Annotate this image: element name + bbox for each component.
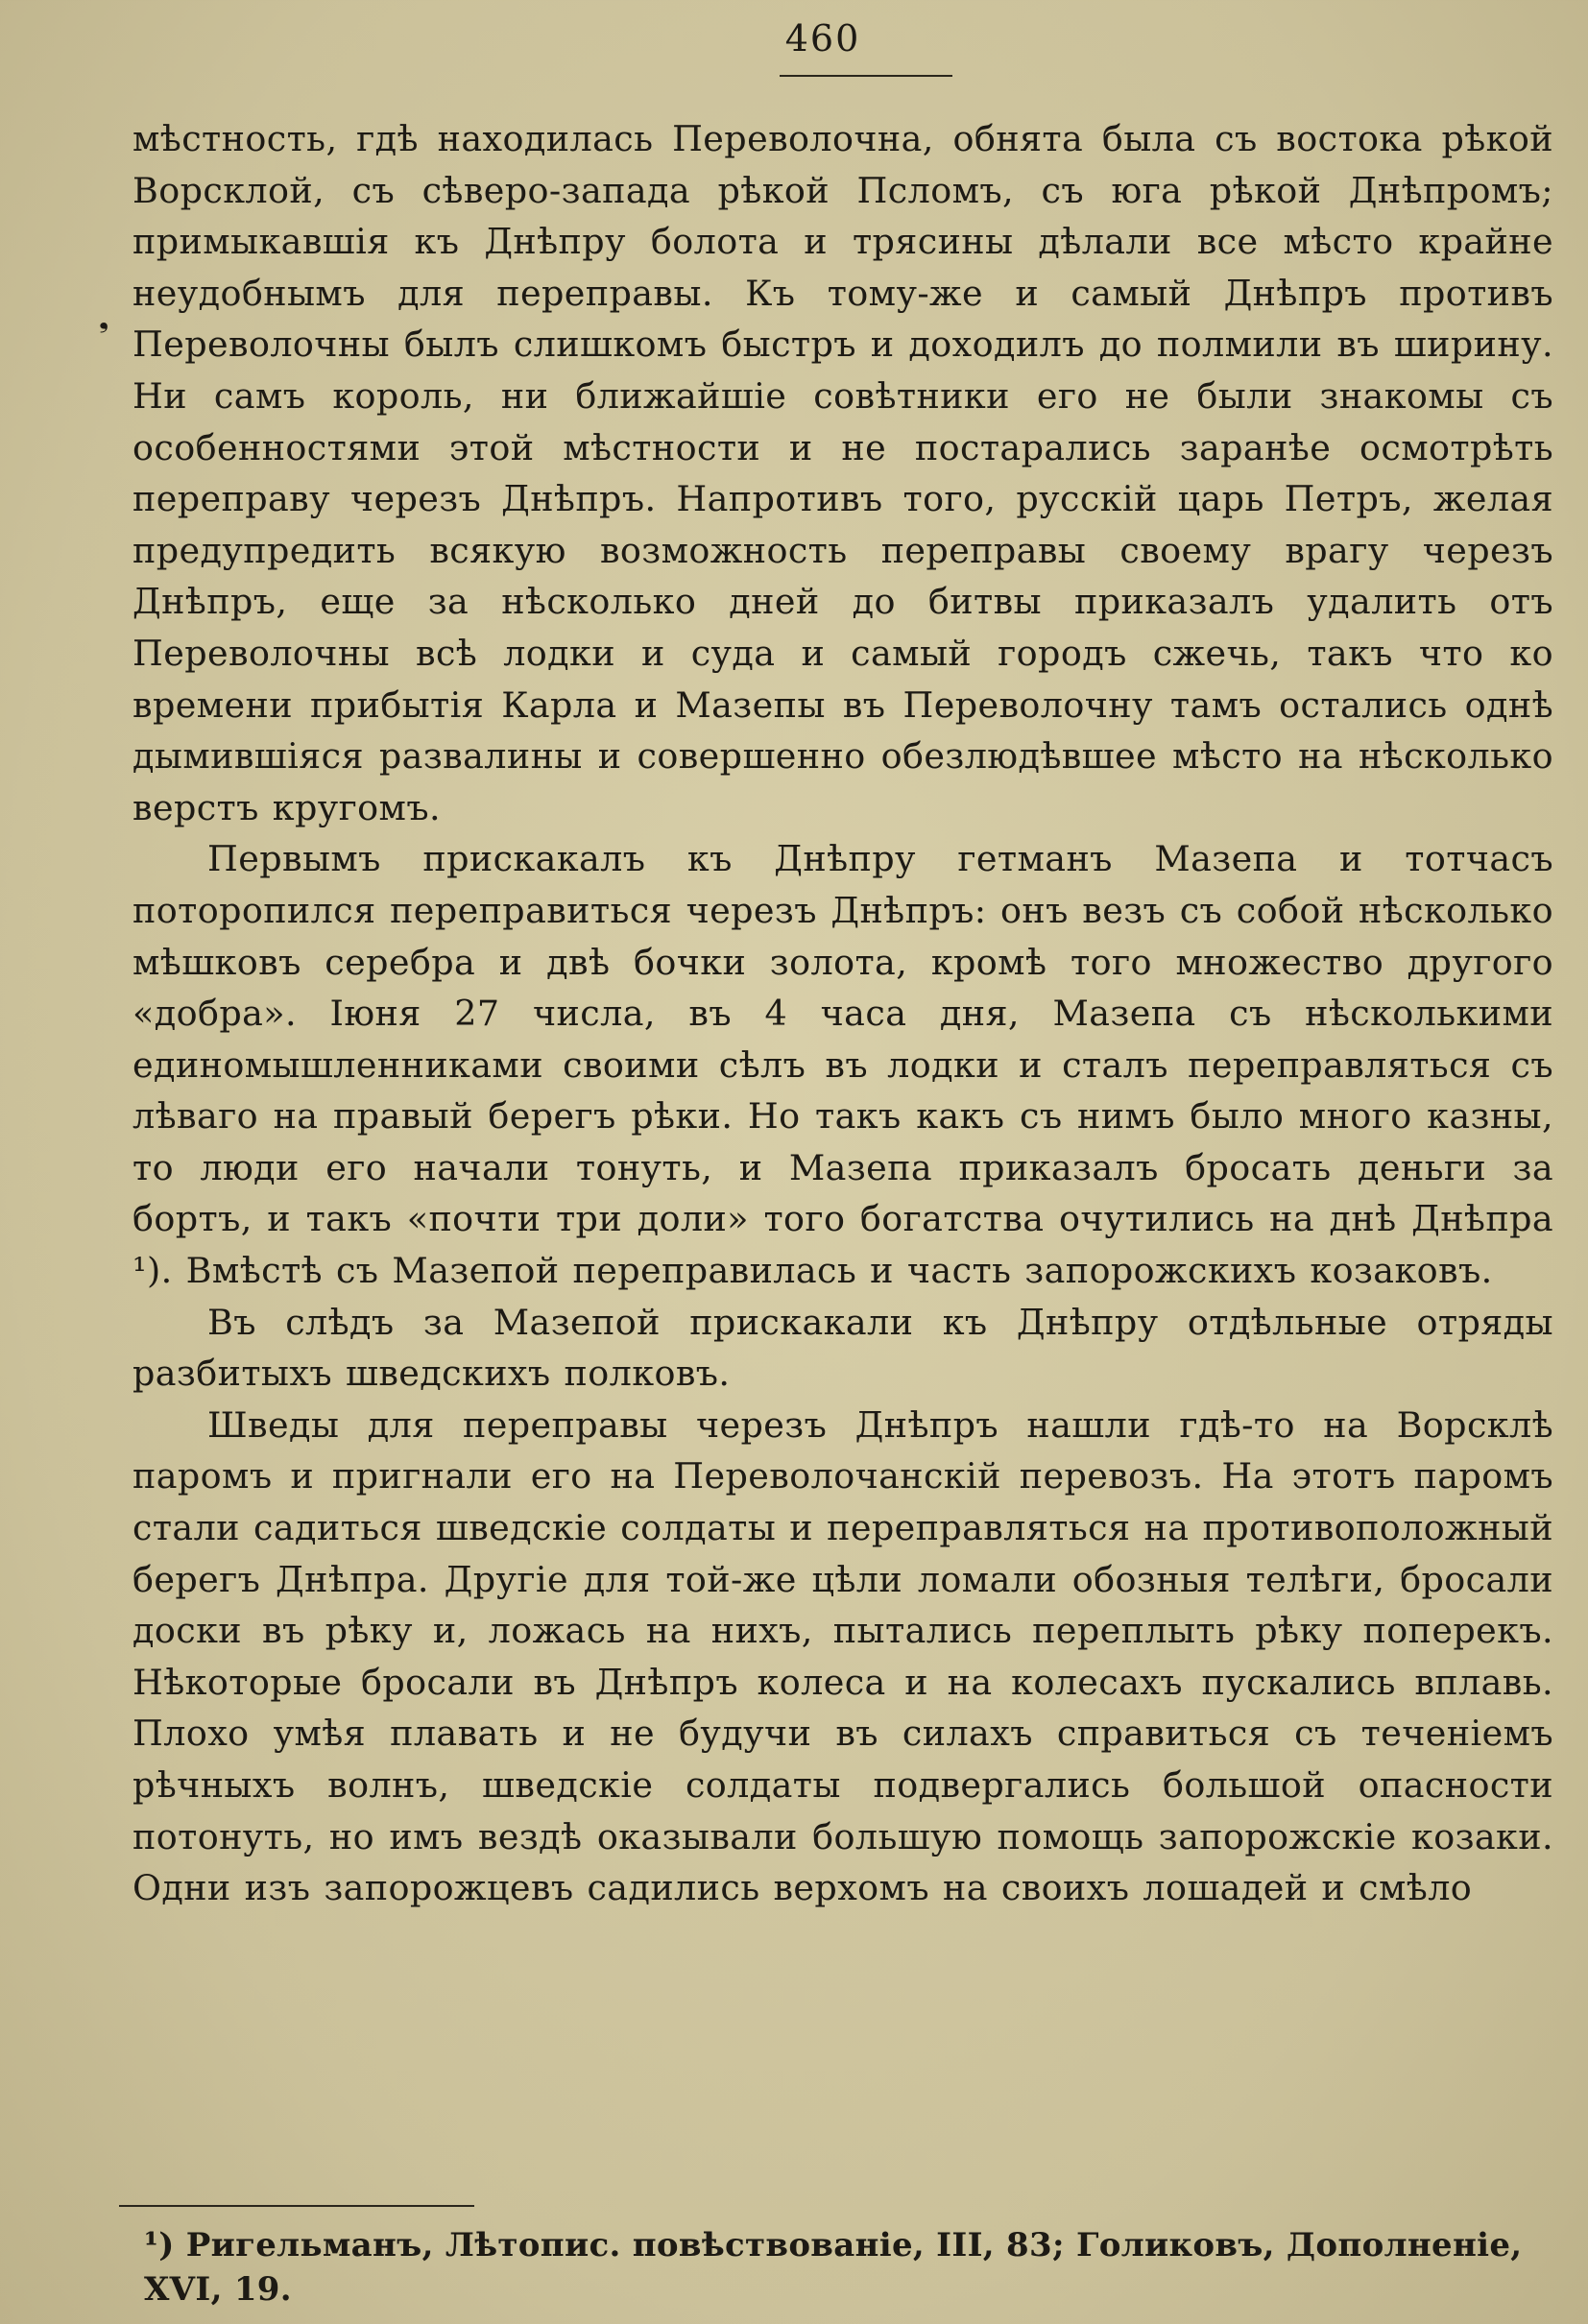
paragraph-3: Въ слѣдъ за Мазепой прискакали къ Днѣпру отдѣльные отряды разбитыхъ шведскихъ полковъ. (132, 1301, 1553, 1395)
paragraph-2: Первымъ прискакалъ къ Днѣпру гетманъ Мазепа и тотчасъ поторопился переправиться черезъ Днѣпръ: онъ везъ съ собой нѣсколько мѣшковъ серебра и двѣ бочки золота, кромѣ того множество другого «добра». Іюня 27 числа, въ 4 часа дня, Мазепа съ нѣсколькими единомышленниками своими сѣлъ въ лодки и сталъ переправляться съ лѣваго на правый берегъ рѣки. Но такъ какъ съ нимъ было много казны, то люди его начали тонуть, и Мазепа приказалъ бросать деньги за бортъ, и такъ «почти три доли» того богатства очутились на днѣ Днѣпра ¹). Вмѣстѣ съ Мазепой переправилась и часть запорожскихъ козаковъ. (132, 838, 1553, 1292)
footnote-rule (119, 2205, 474, 2207)
paragraph-4: Шведы для переправы черезъ Днѣпръ нашли гдѣ-то на Ворсклѣ паромъ и пригнали его на Переволочанскій перевозъ. На этотъ паромъ стали садиться шведскіе солдаты и переправляться на противоположный берегъ Днѣпра. Другіе для той-же цѣли ломали обозныя телѣги, бросали доски въ рѣку и, ложась на нихъ, пытались переплыть рѣку поперекъ. Нѣкоторые бросали въ Днѣпръ колеса и на колесахъ пускались вплавь. Плохо умѣя плавать и не будучи въ силахъ справиться съ теченіемъ рѣчныхъ волнъ, шведскіе солдаты подвергались большой опасности потонуть, но имъ вездѣ оказывали большую помощь запорожскіе козаки. Одни изъ запорожцевъ садились верхомъ на своихъ лошадей и смѣло (132, 1403, 1553, 1909)
margin-mark: ❟ (99, 305, 109, 334)
body-text (132, 113, 1553, 1914)
page-number: 460 (784, 17, 861, 60)
header-rule (780, 75, 952, 77)
footnote-text: Ригельманъ, Лѣтопис. повѣствованіе, III, 83; Голиковъ, Дополненіе, XVI, 19. (144, 2226, 1523, 2309)
paragraph-1: мѣстность, гдѣ находилась Переволочна, обнята была съ востока рѣкой Ворсклой, съ сѣверо-запада рѣкой Псломъ, съ юга рѣкой Днѣпромъ; примыкавшія къ Днѣпру болота и трясины дѣлали все мѣсто крайне неудобнымъ для переправы. Къ тому-же и самый Днѣпръ противъ Переволочны былъ слишкомъ быстръ и доходилъ до полмили въ ширину. Ни самъ король, ни ближайшіе совѣтники его не были знакомы съ особенностями этой мѣстности и не постарались заранѣе осмотрѣть переправу черезъ Днѣпръ. Напротивъ того, русскій царь Петръ, желая предупредить всякую возможность переправы своему врагу черезъ Днѣпръ, еще за нѣсколько дней до битвы приказалъ удалить отъ Переволочны всѣ лодки и суда и самый городъ сжечь, такъ что ко времени прибытія Карла и Мазепы въ Переволочну тамъ остались однѣ дымившіяся развалины и совершенно обезлюдѣвшее мѣсто на нѣсколько верстъ кругомъ. (132, 118, 1553, 828)
footnote-marker: ¹) (144, 2226, 175, 2264)
footnote (144, 2223, 1555, 2312)
